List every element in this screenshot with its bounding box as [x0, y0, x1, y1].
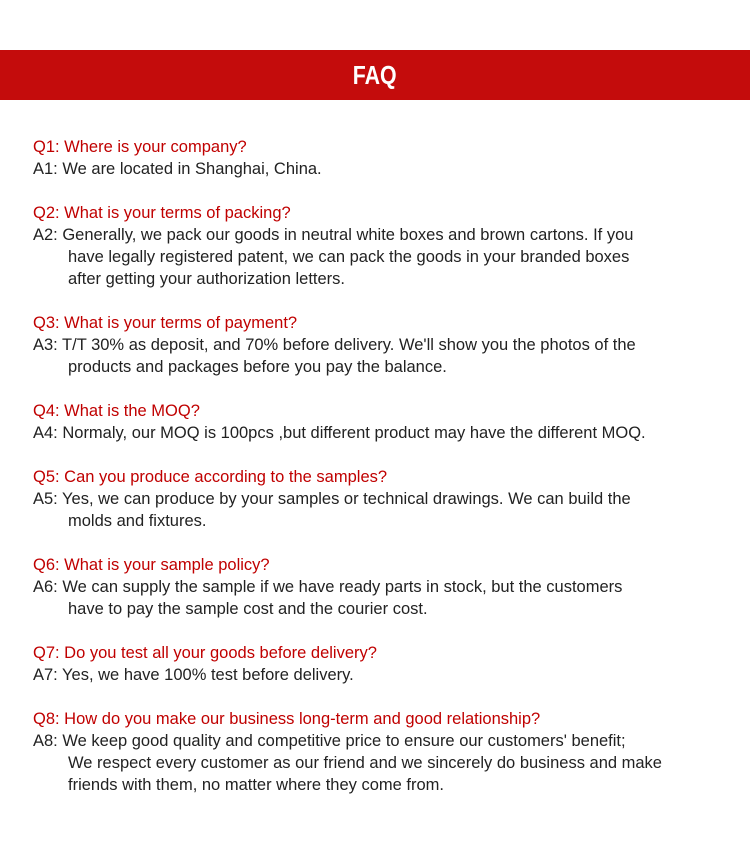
- faq-item-6: [33, 554, 733, 620]
- answer-line: have legally registered patent, we can pack the goods in your branded boxes: [68, 248, 630, 266]
- faq-answer: [33, 158, 733, 180]
- faq-question: Q5: Can you produce according to the samples?: [33, 468, 388, 486]
- faq-answer: [33, 334, 733, 378]
- faq-item-8: [33, 708, 733, 796]
- answer-line: A8: We keep good quality and competitive price to ensure our customers' benefit;: [33, 732, 626, 750]
- faq-question: Q3: What is your terms of payment?: [33, 314, 298, 332]
- answer-line: A4: Normaly, our MOQ is 100pcs ,but different product may have the different MOQ.: [33, 424, 646, 442]
- faq-answer: [33, 422, 733, 444]
- faq-answer: [33, 664, 733, 686]
- faq-answer: [33, 730, 733, 796]
- faq-list: [33, 136, 733, 818]
- answer-line: A2: Generally, we pack our goods in neutral white boxes and brown cartons. If you: [33, 226, 634, 244]
- answer-line: A6: We can supply the sample if we have ready parts in stock, but the customers: [33, 578, 623, 596]
- faq-item-4: [33, 400, 733, 444]
- faq-answer: [33, 576, 733, 620]
- page-title: FAQ: [353, 59, 397, 90]
- faq-question: Q2: What is your terms of packing?: [33, 204, 291, 222]
- answer-line: after getting your authorization letters.: [68, 270, 345, 288]
- answer-line: molds and fixtures.: [68, 512, 207, 530]
- faq-item-7: [33, 642, 733, 686]
- answer-line: friends with them, no matter where they come from.: [68, 776, 444, 794]
- answer-line: A1: We are located in Shanghai, China.: [33, 160, 322, 178]
- faq-answer: [33, 488, 733, 532]
- faq-question: Q8: How do you make our business long-term and good relationship?: [33, 710, 541, 728]
- faq-item-1: [33, 136, 733, 180]
- answer-line: products and packages before you pay the balance.: [68, 358, 447, 376]
- answer-line: A7: Yes, we have 100% test before delivery.: [33, 666, 354, 684]
- faq-question: Q7: Do you test all your goods before delivery?: [33, 644, 377, 662]
- faq-banner: [0, 50, 750, 100]
- answer-line: We respect every customer as our friend and we sincerely do business and make: [68, 754, 662, 772]
- faq-item-2: [33, 202, 733, 290]
- faq-question: Q6: What is your sample policy?: [33, 556, 270, 574]
- answer-line: A3: T/T 30% as deposit, and 70% before delivery. We'll show you the photos of the: [33, 336, 636, 354]
- faq-answer: [33, 224, 733, 290]
- faq-item-3: [33, 312, 733, 378]
- answer-line: have to pay the sample cost and the courier cost.: [68, 600, 428, 618]
- faq-question: Q1: Where is your company?: [33, 138, 247, 156]
- faq-question: Q4: What is the MOQ?: [33, 402, 200, 420]
- answer-line: A5: Yes, we can produce by your samples or technical drawings. We can build the: [33, 490, 631, 508]
- faq-item-5: [33, 466, 733, 532]
